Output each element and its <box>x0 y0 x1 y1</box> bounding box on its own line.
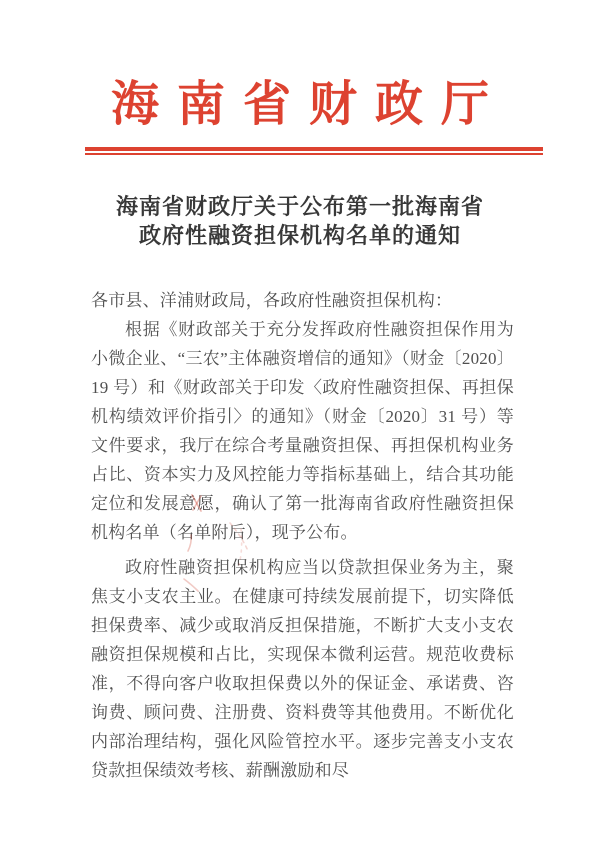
letterhead-divider-rule <box>85 147 543 155</box>
document-title-line1: 海南省财政厅关于公布第一批海南省 <box>115 194 484 219</box>
document-title <box>0 192 600 250</box>
body-paragraph-2: 政府性融资担保机构应当以贷款担保业务为主，聚焦支小支农主业。在健康可持续发展前提下，切实降低担保费率、减少或取消反担保措施，不断扩大支小支农融资担保规模和占比，实现保本微利运营。规范收费标准，不得向客户收取担保费以外的保证金、承诺费、咨询费、顾问费、注册费、资料费等其他费用。不断优化内部治理结构，强化风险管控水平。逐步完善支小支农贷款担保绩效考核、薪酬激励和尽 <box>91 558 514 780</box>
letterhead-agency-name: 海南省财政厅 <box>110 78 507 131</box>
rule-thin-line <box>85 153 543 155</box>
document-title-line2: 政府性融资担保机构名单的通知 <box>138 223 461 248</box>
rule-thick-line <box>85 147 543 151</box>
body-paragraph-1: 根据《财政部关于充分发挥政府性融资担保作用为小微企业、“三农”主体融资增信的通知》（财金〔2020〕19 号）和《财政部关于印发〈政府性融资担保、再担保机构绩效评价指引〉的通知》（财金〔2020〕31 号）等文件要求，我厅在综合考量融资担保、再担保机构业务占比、资本实力及风控能力等指标基础上，结合其功能定位和发展意愿，确认了第一批海南省政府性融资担保机构名单（名单附后），现予公布。 <box>91 320 514 542</box>
salutation-line: 各市县、洋浦财政局，各政府性融资担保机构： <box>91 291 453 310</box>
document-body <box>91 286 514 785</box>
